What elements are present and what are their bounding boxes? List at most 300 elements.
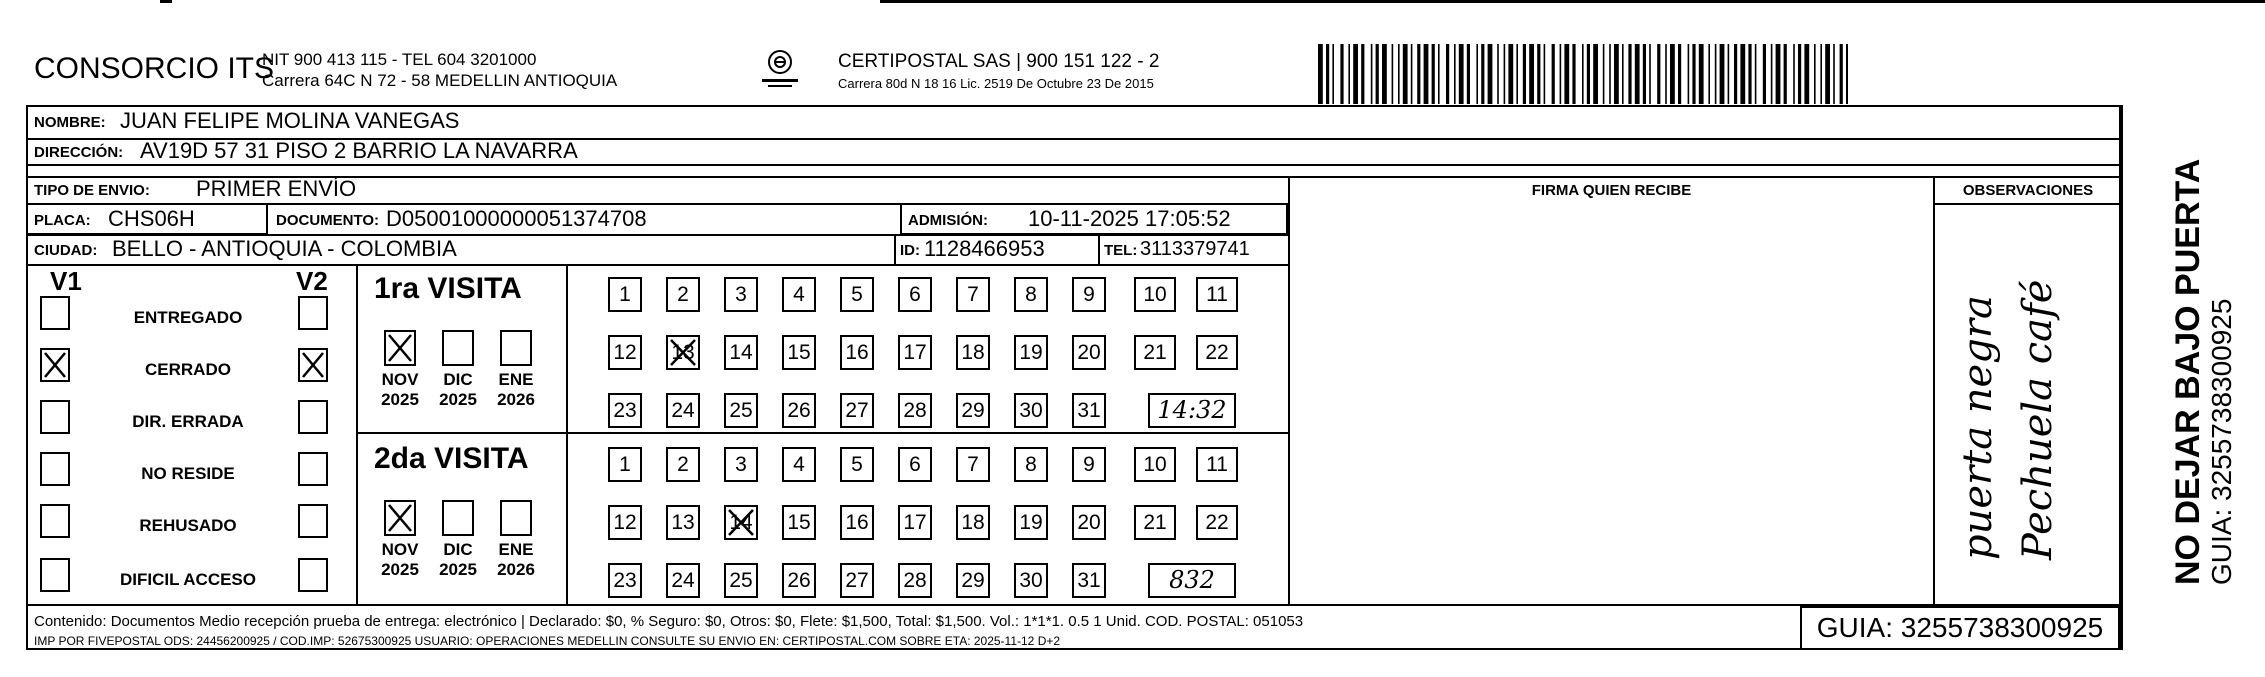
first-visit-day-box[interactable] (1196, 277, 1238, 312)
observation-handwriting-2: Pechuela café (2015, 279, 2061, 560)
v2-header: V2 (296, 266, 328, 296)
barcode-bar (1688, 44, 1690, 104)
second-visit-day-box[interactable] (1134, 505, 1176, 540)
day-number: 5 (851, 453, 863, 476)
day-number: 22 (1205, 341, 1229, 364)
month-year: 2026 (497, 390, 535, 409)
barcode-bar (1748, 44, 1751, 104)
day-number: 21 (1143, 511, 1167, 534)
first-visit-day-box[interactable] (840, 393, 874, 428)
day-number: 25 (729, 399, 753, 422)
barcode-bar (1371, 44, 1373, 104)
first-visit-day-box[interactable] (1134, 335, 1176, 370)
direccion-value: AV19D 57 31 PISO 2 BARRIO LA NAVARRA (140, 138, 578, 163)
barcode-bar (1417, 44, 1420, 104)
barcode-bar (1488, 44, 1493, 104)
barcode-bar (1497, 44, 1499, 104)
first-visit-day-box[interactable] (898, 335, 932, 370)
second-visit-month-checkbox[interactable] (500, 500, 532, 536)
barcode-bar (1376, 44, 1379, 104)
day-number: 24 (671, 569, 695, 592)
barcode-bar (1814, 44, 1816, 104)
day-number: 31 (1077, 569, 1101, 592)
day-number: 24 (671, 399, 695, 422)
barcode-bar (1504, 44, 1506, 104)
month-name: ENE (498, 370, 534, 389)
barcode-bar (1326, 44, 1329, 104)
day-number: 11 (1206, 283, 1228, 306)
first-visit-day-box[interactable] (1072, 393, 1106, 428)
first-visit-day-box[interactable] (666, 393, 700, 428)
first-visit-day-box[interactable] (782, 393, 816, 428)
id-value: 1128466953 (924, 236, 1045, 261)
barcode-bar (1564, 44, 1569, 104)
nombre-label: NOMBRE: (34, 114, 106, 131)
barcode-bar (1424, 44, 1429, 104)
check-mark-icon (386, 332, 414, 364)
check-mark-icon (726, 507, 756, 538)
first-visit-day-box[interactable] (840, 277, 874, 312)
admision-value: 10-11-2025 17:05:52 (1028, 206, 1231, 231)
second-visit-day-box[interactable] (1014, 447, 1048, 482)
day-number: 12 (613, 341, 637, 364)
second-visit-day-box[interactable] (840, 563, 874, 598)
second-visit-day-box[interactable] (666, 505, 700, 540)
day-number: 8 (1025, 283, 1037, 306)
first-visit-day-box[interactable] (1014, 393, 1048, 428)
barcode-bar (1587, 44, 1590, 104)
second-visit-day-box[interactable] (1134, 447, 1176, 482)
day-number: 3 (735, 283, 747, 306)
barcode-bar (1678, 44, 1681, 104)
day-number: 15 (787, 341, 811, 364)
ciudad-label: CIUDAD: (34, 242, 98, 259)
barcode-bar (1771, 44, 1773, 104)
barcode-bar (1734, 44, 1737, 104)
day-number: 23 (613, 399, 637, 422)
courier-nit-line: CERTIPOSTAL SAS | 900 151 122 - 2 (838, 51, 1160, 72)
first-visit-day-box[interactable] (956, 393, 990, 428)
barcode-bar (1614, 44, 1619, 104)
day-number: 5 (851, 283, 863, 306)
barcode-bar (1622, 44, 1624, 104)
first-visit-day-box[interactable] (1072, 335, 1106, 370)
row-divider (1933, 203, 2121, 205)
month-year: 2025 (439, 390, 477, 409)
day-number: 14 (729, 341, 753, 364)
column-divider (894, 234, 896, 264)
barcode-bar (1382, 44, 1387, 104)
tel-label: TEL: (1104, 242, 1138, 259)
day-number: 20 (1077, 341, 1101, 364)
second-visit-day-box[interactable] (898, 505, 932, 540)
barcode-bar (1804, 44, 1809, 104)
barcode-bar (1459, 44, 1464, 104)
second-visit-day-box[interactable] (782, 563, 816, 598)
v2-checkbox[interactable] (298, 296, 328, 330)
day-number: 28 (903, 399, 927, 422)
second-visit-day-box[interactable] (608, 505, 642, 540)
barcode-bar (1411, 44, 1413, 104)
day-number: 1 (619, 453, 631, 476)
day-number: 7 (967, 453, 979, 476)
barcode-bar (1529, 44, 1534, 104)
second-visit-month-checkbox[interactable] (442, 500, 474, 536)
barcode-bar (1635, 44, 1640, 104)
v1-checkbox[interactable] (40, 296, 70, 330)
second-visit-day-box[interactable] (724, 563, 758, 598)
barcode-bar (1454, 44, 1456, 104)
print-info: IMP POR FIVEPOSTAL ODS: 24456200925 / COD.IMP: 52675300925 USUARIO: OPERACIONES MEDELLIN CONSULTE SU ENVIO EN: CERTIPOSTAL.COM SOBRE ETA: 2025-11-12 D+2 (34, 634, 1061, 648)
side-warning (2170, 159, 2238, 585)
second-visit-day-box[interactable] (782, 505, 816, 540)
v1-checkbox[interactable] (40, 558, 70, 592)
barcode-bar (1593, 44, 1598, 104)
side-guia-text: GUIA: 3255738300925 (2206, 298, 2237, 585)
documento-label: DOCUMENTO: (276, 212, 380, 229)
barcode-bar (1572, 44, 1575, 104)
column-divider (2121, 105, 2123, 650)
v1-checkbox[interactable] (40, 504, 70, 538)
check-mark-icon (42, 350, 68, 380)
second-visit-day-box[interactable] (956, 447, 990, 482)
month-name: DIC (443, 370, 473, 389)
sender-name: CONSORCIO ITS (34, 52, 275, 85)
month-name: ENE (498, 540, 534, 559)
first-visit-day-box[interactable] (724, 277, 758, 312)
first-visit-day-box[interactable] (1072, 277, 1106, 312)
first-visit-month-checkbox[interactable] (442, 330, 474, 366)
barcode-bar (1560, 44, 1562, 104)
tipo-envio-value: PRIMER ENVÍO (196, 176, 357, 201)
first-visit-month-label (490, 370, 542, 410)
barcode-bar (1665, 44, 1667, 104)
second-visit-day-box[interactable] (1196, 447, 1238, 482)
second-visit-day-box[interactable] (956, 505, 990, 540)
first-visit-month-label (374, 370, 426, 410)
day-number: 20 (1077, 511, 1101, 534)
check-mark-icon (668, 337, 698, 368)
day-number: 19 (1019, 341, 1043, 364)
second-visit-month-label (432, 540, 484, 580)
day-number: 28 (903, 569, 927, 592)
day-number: 18 (961, 341, 985, 364)
id-label: ID: (900, 242, 920, 259)
barcode-bar (1784, 44, 1787, 104)
first-visit-day-box[interactable] (782, 277, 816, 312)
second-visit-day-box[interactable] (1072, 563, 1106, 598)
day-number: 30 (1019, 399, 1043, 422)
barcode-bar (1825, 44, 1830, 104)
v2-checkbox[interactable] (298, 400, 328, 434)
barcode-bar (1833, 44, 1835, 104)
barcode-bar (1340, 44, 1343, 104)
barcode-bar (1353, 44, 1358, 104)
first-visit-day-box[interactable] (1196, 335, 1238, 370)
second-visit-day-box[interactable] (840, 505, 874, 540)
second-visit-month-label (374, 540, 426, 580)
courier-logo-icon (758, 48, 802, 92)
day-number: 21 (1143, 341, 1167, 364)
barcode-bar (1798, 44, 1801, 104)
barcode-bar (1446, 44, 1449, 104)
sender-address-line: Carrera 64C N 72 - 58 MEDELLIN ANTIOQUIA (262, 71, 618, 90)
day-number: 10 (1143, 453, 1167, 476)
month-year: 2025 (381, 560, 419, 579)
first-visit-day-box[interactable] (1014, 335, 1048, 370)
barcode-bar (1720, 44, 1725, 104)
month-name: NOV (381, 540, 419, 559)
month-year: 2026 (497, 560, 535, 579)
first-visit-title: 1ra VISITA (374, 272, 522, 305)
day-number: 30 (1019, 569, 1043, 592)
barcode-bar (1438, 44, 1440, 104)
barcode-bar (1840, 44, 1843, 104)
day-number: 25 (729, 569, 753, 592)
first-visit-month-checkbox[interactable] (384, 330, 416, 366)
barcode-bar (1332, 44, 1334, 104)
first-visit-day-box[interactable] (782, 335, 816, 370)
top-border-line (0, 0, 2265, 4)
v1-header: V1 (50, 266, 82, 296)
day-number: 2 (677, 453, 689, 476)
sender-info (262, 49, 617, 91)
barcode-bar (1552, 44, 1555, 104)
second-visit-day-box[interactable] (1014, 505, 1048, 540)
sender-nit-line: NIT 900 413 115 - TEL 604 3201000 (262, 50, 537, 69)
barcode-bar (1516, 44, 1518, 104)
barcode-bar (1793, 44, 1795, 104)
barcode (1318, 44, 1848, 104)
column-divider (356, 264, 358, 604)
second-visit-day-box[interactable] (724, 447, 758, 482)
documento-value: D05001000000051374708 (386, 206, 647, 231)
day-number: 1 (619, 283, 631, 306)
observation-handwriting-1: puerta negra (1955, 295, 2001, 560)
status-label: REHUSADO (139, 516, 237, 535)
day-number: 8 (1025, 453, 1037, 476)
barcode-bar (1670, 44, 1675, 104)
column-divider (1933, 176, 1935, 604)
barcode-bar (1740, 44, 1745, 104)
second-visit-day-box[interactable] (1196, 505, 1238, 540)
barcode-bar (1657, 44, 1660, 104)
day-number: 2 (677, 283, 689, 306)
second-visit-day-box[interactable] (1014, 563, 1048, 598)
ciudad-value: BELLO - ANTIOQUIA - COLOMBIA (112, 236, 457, 261)
barcode-bar (1544, 44, 1546, 104)
day-number: 17 (903, 341, 927, 364)
second-visit-day-box[interactable] (666, 447, 700, 482)
day-number: 6 (909, 283, 921, 306)
barcode-bar (1603, 44, 1605, 104)
month-name: NOV (381, 370, 419, 389)
day-number: 29 (961, 569, 985, 592)
second-visit-title: 2da VISITA (374, 442, 529, 475)
day-number: 29 (961, 399, 985, 422)
barcode-bar (1643, 44, 1646, 104)
day-number: 27 (845, 569, 869, 592)
second-visit-day-box[interactable] (898, 563, 932, 598)
barcode-bar (1348, 44, 1350, 104)
first-visit-day-box[interactable] (724, 335, 758, 370)
barcode-bar (1628, 44, 1631, 104)
second-visit-day-box[interactable] (840, 447, 874, 482)
barcode-bar (1476, 44, 1478, 104)
check-mark-icon (386, 502, 414, 534)
status-label: DIFICIL ACCESO (119, 570, 256, 589)
first-visit-day-box[interactable] (898, 277, 932, 312)
month-year: 2025 (381, 390, 419, 409)
barcode-bar (1708, 44, 1710, 104)
day-number: 17 (903, 511, 927, 534)
barcode-bar (1728, 44, 1730, 104)
day-number: 4 (793, 453, 805, 476)
status-label: ENTREGADO (133, 308, 243, 327)
day-number: 3 (735, 453, 747, 476)
second-visit-day-box[interactable] (608, 447, 642, 482)
day-number: 26 (787, 569, 811, 592)
day-number: 16 (845, 511, 869, 534)
barcode-bar (1715, 44, 1717, 104)
day-number: 13 (671, 511, 695, 534)
day-number: 31 (1077, 399, 1101, 422)
status-label: DIR. ERRADA (132, 412, 244, 431)
second-visit-day-box[interactable] (666, 563, 700, 598)
second-visit-day-box[interactable] (898, 447, 932, 482)
second-visit-day-box[interactable] (782, 447, 816, 482)
v2-checkbox[interactable] (298, 558, 328, 592)
day-number: 13 (671, 341, 695, 364)
v1-checkbox[interactable] (40, 400, 70, 434)
barcode-bar (1776, 44, 1781, 104)
admision-label: ADMISIÓN: (908, 212, 988, 229)
tipo-envio-label: TIPO DE ENVIO: (34, 182, 150, 199)
barcode-bar (1398, 44, 1400, 104)
first-visit-day-box[interactable] (1134, 277, 1176, 312)
row-divider (26, 164, 2121, 166)
visit-divider (356, 432, 1288, 434)
day-number: 23 (613, 569, 637, 592)
first-visit-day-box[interactable] (608, 277, 642, 312)
v2-checkbox[interactable] (298, 348, 328, 382)
first-visit-day-box[interactable] (840, 335, 874, 370)
v2-checkbox[interactable] (298, 452, 328, 486)
courier-info (838, 51, 1159, 95)
day-number: 19 (1019, 511, 1043, 534)
day-number: 9 (1083, 283, 1095, 306)
barcode-bar (1846, 44, 1848, 104)
placa-label: PLACA: (34, 212, 91, 229)
nombre-value: JUAN FELIPE MOLINA VANEGAS (120, 108, 460, 133)
first-visit-day-box[interactable] (956, 335, 990, 370)
first-visit-month-checkbox[interactable] (500, 330, 532, 366)
second-visit-day-box[interactable] (1072, 505, 1106, 540)
barcode-bar (1432, 44, 1435, 104)
direccion-label: DIRECCIÓN: (34, 144, 124, 161)
status-label: CERRADO (145, 360, 231, 379)
barcode-bar (1699, 44, 1704, 104)
barcode-bar (1467, 44, 1470, 104)
guia-number: GUIA: 3255738300925 (1800, 606, 2120, 650)
first-visit-day-box[interactable] (666, 277, 700, 312)
column-divider (566, 264, 568, 604)
day-number: 6 (909, 453, 921, 476)
barcode-bar (1763, 44, 1766, 104)
v2-checkbox[interactable] (298, 504, 328, 538)
v1-checkbox[interactable] (40, 452, 70, 486)
second-visit-day-box[interactable] (956, 563, 990, 598)
second-visit-day-box[interactable] (724, 505, 758, 540)
barcode-bar (1609, 44, 1611, 104)
side-warning-text: NO DEJAR BAJO PUERTA (2169, 158, 2207, 585)
column-divider (1288, 176, 1290, 604)
second-visit-day-box[interactable] (608, 563, 642, 598)
barcode-bar (1508, 44, 1513, 104)
barcode-bar (1392, 44, 1394, 104)
day-number: 7 (967, 283, 979, 306)
month-year: 2025 (439, 560, 477, 579)
tel-value: 3113379741 (1140, 238, 1250, 260)
observaciones-header: OBSERVACIONES (1962, 182, 2094, 199)
first-visit-day-box[interactable] (608, 335, 642, 370)
day-number: 9 (1083, 453, 1095, 476)
barcode-bar (1537, 44, 1540, 104)
day-number: 10 (1143, 283, 1167, 306)
check-mark-icon (300, 350, 326, 380)
day-number: 26 (787, 399, 811, 422)
day-number: 18 (961, 511, 985, 534)
second-visit-time-field[interactable]: 832 (1148, 563, 1236, 598)
first-visit-day-box[interactable] (724, 393, 758, 428)
second-visit-month-checkbox[interactable] (384, 500, 416, 536)
first-visit-time-field[interactable]: 14:32 (1148, 393, 1236, 428)
barcode-bar (1755, 44, 1757, 104)
barcode-bar (1692, 44, 1695, 104)
first-visit-day-box[interactable] (1014, 277, 1048, 312)
first-visit-day-box[interactable] (898, 393, 932, 428)
barcode-bar (1361, 44, 1364, 104)
second-visit-day-box[interactable] (1072, 447, 1106, 482)
first-visit-month-label (432, 370, 484, 410)
day-number: 14 (729, 511, 753, 534)
first-visit-day-box[interactable] (666, 335, 700, 370)
day-number: 27 (845, 399, 869, 422)
courier-license-line: Carrera 80d N 18 16 Lic. 2519 De Octubre 23 De 2015 (838, 76, 1154, 91)
v1-checkbox[interactable] (40, 348, 70, 382)
barcode-bar (1523, 44, 1526, 104)
first-visit-day-box[interactable] (956, 277, 990, 312)
firma-header: FIRMA QUIEN RECIBE (1531, 182, 1692, 199)
first-visit-day-box[interactable] (608, 393, 642, 428)
day-number: 15 (787, 511, 811, 534)
day-number: 22 (1205, 511, 1229, 534)
column-divider (1098, 234, 1100, 264)
status-label: NO RESIDE (141, 464, 235, 483)
day-number: 16 (845, 341, 869, 364)
barcode-bar (1481, 44, 1484, 104)
month-name: DIC (443, 540, 473, 559)
barcode-bar (1582, 44, 1584, 104)
day-number: 4 (793, 283, 805, 306)
day-number: 12 (613, 511, 637, 534)
barcode-bar (1318, 44, 1323, 104)
barcode-bar (1649, 44, 1651, 104)
second-visit-month-label (490, 540, 542, 580)
placa-value: CHS06H (108, 206, 195, 231)
barcode-bar (1820, 44, 1822, 104)
row-divider (26, 264, 1288, 266)
